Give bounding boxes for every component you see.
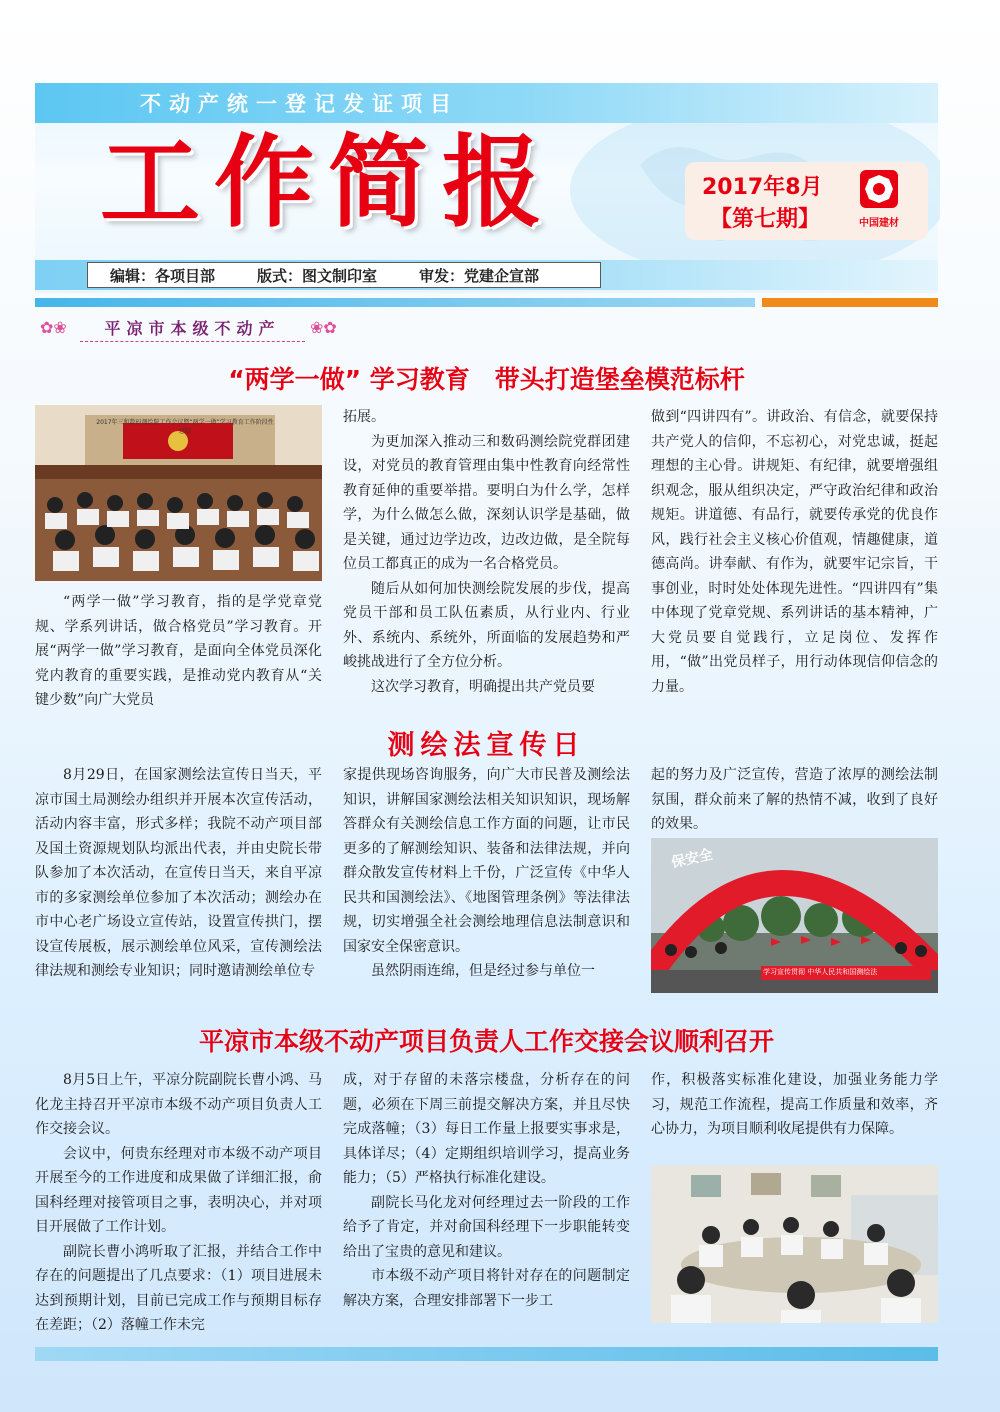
article1-col3 [651,405,938,699]
article2-col3 [651,763,938,837]
meeting-photo [35,405,322,581]
credit-review: 审发：党建企宣部 [419,266,540,285]
event-photo [651,838,938,993]
company-logo [850,168,908,230]
paragraph: 虽然阴雨连绵，但是经过参与单位一 [371,963,595,979]
newsletter-subtitle: 不动产统一登记发证项目 [140,92,459,116]
arch-text: 保安全 [670,846,715,872]
footer-band [35,1347,938,1361]
paragraph: 8月5日上午，平凉分院副院长曹小鸿、马化龙主持召开平凉市本级不动产项目负责人工作交接会议。 [35,1072,322,1137]
handover-meeting-photo [651,1165,938,1323]
paragraph: 8月29日，在国家测绘法宣传日当天，平凉市国土局测绘办组织并开展本次宣传活动，活动内容丰富，形式多样；我院不动产项目部及国土资源规划队均派出代表，并由史院长带队参加了本次活动，在宣传日当天，来自平凉市的多家测绘单位参加了本次活动；测绘办在市中心老广场设立宣传站，设置宣传拱门，摆设宣传展板，展示测绘单位风采，宣传测绘法律法规和测绘专业知识；同时邀请测绘单位专 [35,767,322,979]
paragraph: 做到“四讲四有”。讲政治、有信念，就要保持共产党人的信仰，不忘初心，对党忠诚，挺起理想的主心骨。讲规矩、有纪律，就要增强组织观念，服从组织决定，严守政治纪律和政治规矩。讲道德、有品行，就要传承党的优良作风，践行社会主义核心价值观，情趣健康，道德高尚。讲奉献、有作为，就要牢记宗旨，干事创业，时时处处体现先进性。“四讲四有”集中体现了党章党规、系列讲话的基本精神，广大党员要自觉践行，立足岗位、发挥作用，“做”出党员样子，用行动体现信仰信念的力量。 [651,409,938,695]
issue-number: 【第七期】 [710,207,821,232]
paragraph: 拓展。 [343,409,385,425]
paragraph: 副院长马化龙对何经理过去一阶段的工作给予了肯定，并对俞国科经理下一步职能转变给出了宝贵的意见和建议。 [343,1194,630,1260]
paragraph: 成，对于存留的未落宗楼盘，分析存在的问题，必须在下周三前提交解决方案，并且尽快完成落幢；（3）每日工作量上报要实事求是，具体详尽；（4）定期组织培训学习，提高业务能力；（5）严格执行标准化建设。 [343,1072,630,1186]
paragraph: 市本级不动产项目将针对存在的问题制定解决方案，合理安排部署下一步工 [343,1268,630,1309]
article1-col2 [343,405,630,699]
paragraph: 副院长曹小鸿听取了汇报，并结合工作中存在的问题提出了几点要求：（1）项目进展未达到预期计划，目前已完成工作与预期目标存在差距；（2）落幢工作未完 [35,1243,322,1333]
credit-editor: 编辑：各项目部 [110,266,216,285]
paragraph: 随后从如何加快测绘院发展的步伐，提高党员干部和员工队伍素质，从行业内、行业外、系统内、系统外，所面临的发展趋势和严峻挑战进行了全方位分析。 [343,580,630,670]
paragraph: 为更加深入推动三和数码测绘院党群团建设，对党员的教育管理由集中性教育向经常性教育延伸的重要举措。要明白为什么学，怎样学，为什么做怎么做，深刻认识学是基础，做是关键，通过边学边改，边改边做，是全院每位员工都真正的成为一名合格党员。 [343,433,630,572]
article1-headline: “两学一做” 学习教育 带头打造堡垒模范标杆 [228,365,745,394]
logo-text: 中国建材 [859,218,899,229]
newsletter-title: 工作简报 [100,124,556,241]
article1-col1 [35,590,322,713]
article3-col2 [343,1068,630,1313]
paragraph: 起的努力及广泛宣传，营造了浓厚的测绘法制氛围，群众前来了解的热情不减，收到了良好的效果。 [651,767,938,832]
photo-banner-text: 2017年三和数码测绘院工作会议暨“两学一做”学习教育工作阶段性总结 [96,419,274,435]
divider-blue [35,298,755,307]
paragraph: 这次学习教育，明确提出共产党员要 [371,678,595,695]
article2-col2 [343,763,630,984]
article2-col1 [35,763,322,984]
issue-date: 2017年8月 [702,175,823,200]
article3-col1 [35,1068,322,1338]
banner-text: 学习宣传贯彻 中华人民共和国测绘法 [763,968,878,976]
cnbm-logo-icon [858,168,900,210]
article3-col3 [651,1068,938,1142]
flower-right-icon: ❀✿ [310,318,337,337]
article2-headline: 测绘法宣传日 [387,730,586,761]
section-tag: 平凉市本级不动产 [80,317,305,342]
flower-left-icon: ✿❀ [40,318,67,337]
paragraph: 作，积极落实标准化建设，加强业务能力学习，规范工作流程，提高工作质量和效率，齐心协力，为项目顺利收尾提供有力保障。 [651,1072,938,1137]
article3-headline: 平凉市本级不动产项目负责人工作交接会议顺利召开 [198,1027,774,1056]
divider-orange [762,298,938,307]
credit-layout: 版式：图文制印室 [257,266,378,285]
paragraph: 家提供现场咨询服务，向广大市民普及测绘法知识，讲解国家测绘法相关知识知识，现场解答群众有关测绘信息工作方面的问题，让市民更多的了解测绘知识、装备和法律法规，并向群众散发宣传材料上千份，广泛宣传《中华人民共和国测绘法》、《地图管理条例》等法律法规，切实增强全社会测绘地理信息法制意识和国家安全保密意识。 [343,767,630,955]
credits-bar [87,262,601,288]
paragraph: “两学一做”学习教育，指的是学党章党规、学系列讲话，做合格党员”学习教育。开展“两学一做”学习教育，是面向全体党员深化党内教育的重要实践，是推动党内教育从“关键少数”向广大党员 [35,594,322,708]
paragraph: 会议中，何贵东经理对市本级不动产项目开展至今的工作进度和成果做了详细汇报，俞国科经理对接管项目之事，表明决心，并对项目开展做了工作计划。 [35,1145,322,1235]
